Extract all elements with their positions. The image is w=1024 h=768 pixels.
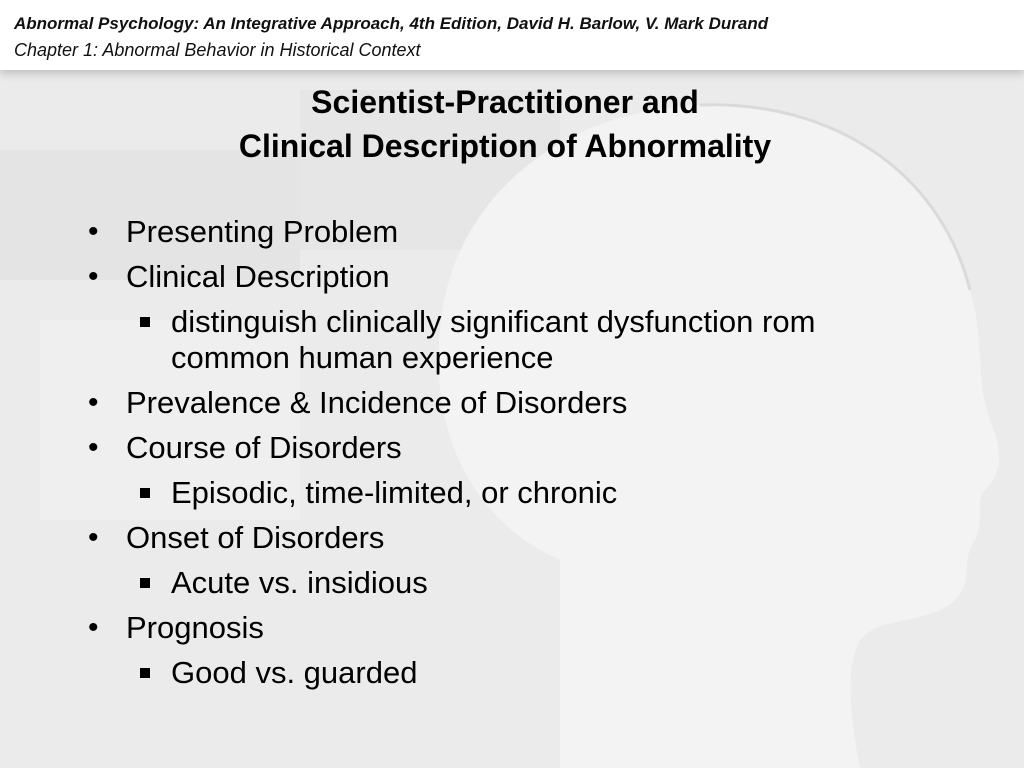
bullet-item	[0, 214, 1000, 250]
header-band	[0, 0, 1024, 70]
bullet-square-icon	[140, 578, 150, 588]
slide-title	[0, 80, 1010, 168]
bullet-text: Good vs. guarded	[171, 655, 418, 690]
bullet-item	[0, 259, 1000, 295]
bullet-list	[0, 214, 1000, 700]
bullet-text: Prevalence & Incidence of Disorders	[126, 385, 628, 420]
bullet-item	[0, 520, 1000, 556]
bullet-square-icon	[140, 668, 150, 678]
bullet-text: Onset of Disorders	[126, 520, 385, 555]
bullet-text: Acute vs. insidious	[171, 565, 428, 600]
bullet-dot-icon: •	[88, 260, 99, 293]
bullet-text: Course of Disorders	[126, 430, 402, 465]
bullet-dot-icon: •	[88, 521, 99, 554]
bullet-square-icon	[140, 317, 150, 327]
bullet-dot-icon: •	[88, 386, 99, 419]
bullet-text: Clinical Description	[126, 259, 390, 294]
slide-title-line-2: Clinical Description of Abnormality	[238, 128, 772, 164]
bullet-dot-icon: •	[88, 611, 99, 644]
sub-bullet-item	[0, 304, 901, 376]
bullet-item	[0, 610, 1000, 646]
chapter-title: Chapter 1: Abnormal Behavior in Historical Context	[14, 40, 421, 60]
bullet-item	[0, 430, 1000, 466]
bullet-text: Episodic, time-limited, or chronic	[171, 475, 618, 510]
bullet-dot-icon: •	[88, 215, 99, 248]
book-title: Abnormal Psychology: An Integrative Approach, 4th Edition, David H. Barlow, V. Mark Durand	[14, 14, 769, 33]
sub-bullet-item	[0, 475, 901, 511]
bullet-square-icon	[140, 488, 150, 498]
bullet-text: Prognosis	[126, 610, 264, 645]
sub-bullet-item	[0, 565, 901, 601]
bullet-text: distinguish clinically significant dysfunction rom common human experience	[171, 304, 816, 375]
bullet-item	[0, 385, 1000, 421]
bullet-text: Presenting Problem	[126, 214, 399, 249]
sub-bullet-item	[0, 655, 901, 691]
bullet-dot-icon: •	[88, 431, 99, 464]
slide-title-line-1: Scientist-Practitioner and	[311, 84, 699, 120]
